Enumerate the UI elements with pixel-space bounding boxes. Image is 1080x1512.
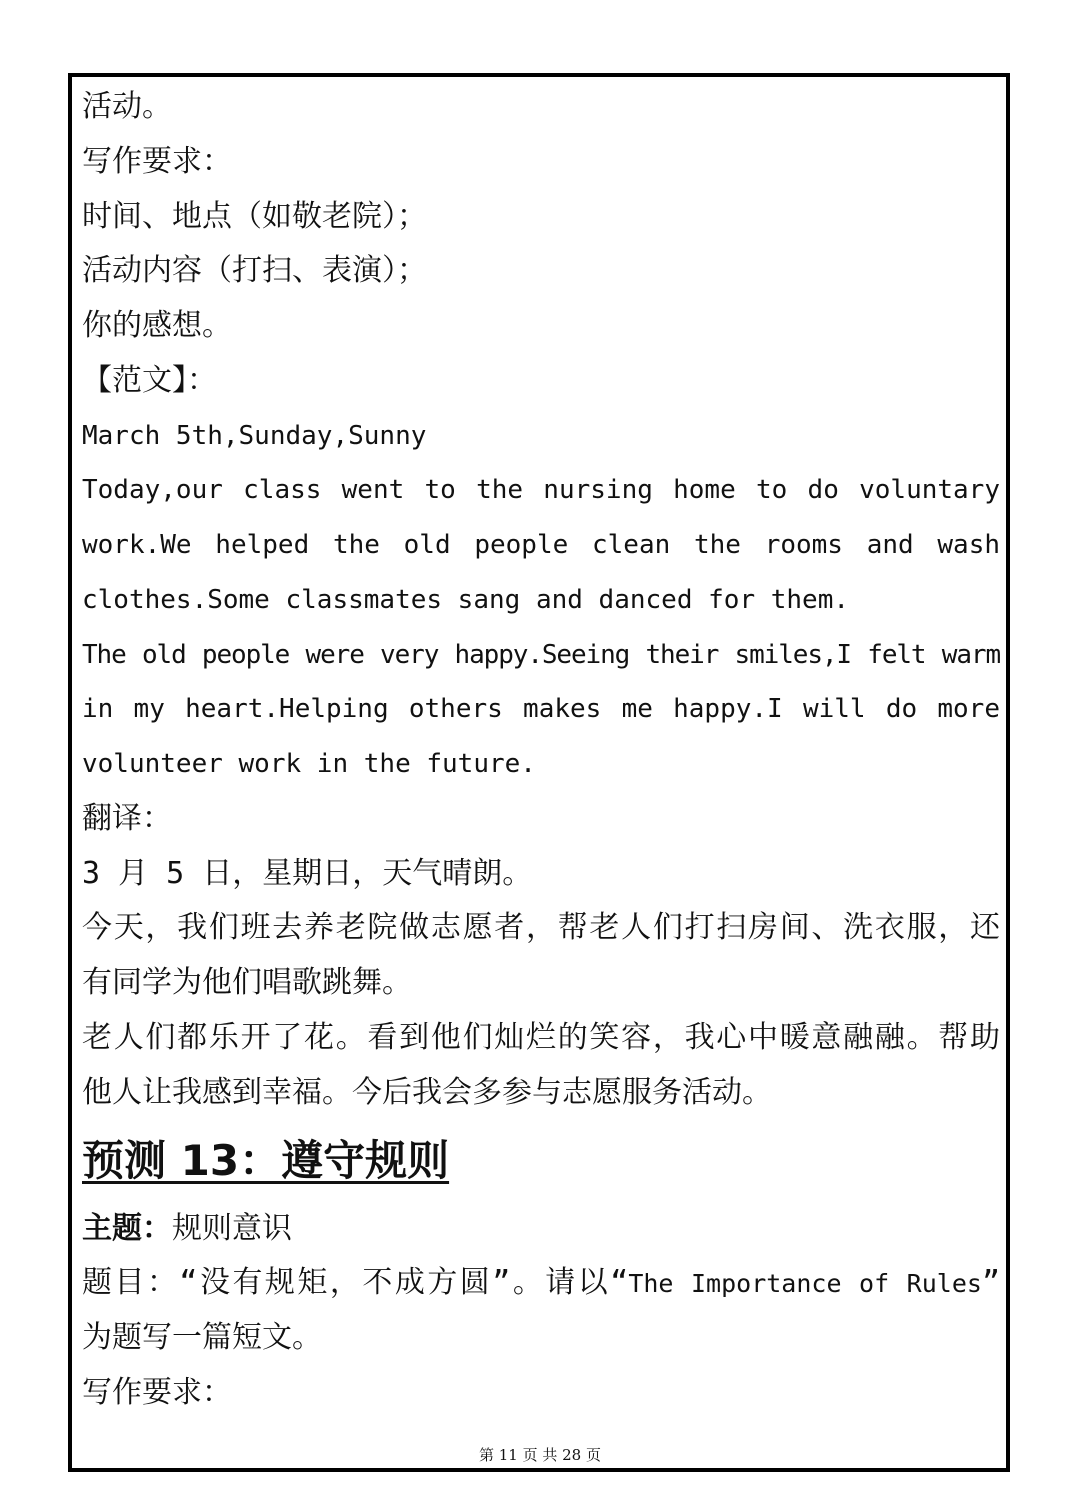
section-heading [82, 1120, 1000, 1201]
requirement-item: 你的感想。 [82, 308, 232, 343]
essay-title: The Importance of Rules [628, 1269, 982, 1299]
page-number: 第 11 页 共 28 页 [478, 1446, 601, 1464]
translation-label: 翻译： [82, 800, 172, 836]
topic-label: 主题： [82, 1210, 172, 1246]
requirement-item: 活动内容（打扫、表演）； [82, 253, 427, 289]
prompt-line [82, 1256, 1000, 1311]
model-essay-line: volunteer work in the future. [82, 749, 536, 779]
translation-line: 今天，我们班去养老院做志愿者，帮老人们打扫房间、洗衣服，还 [82, 910, 1000, 946]
topic-value: 规则意识 [172, 1210, 292, 1246]
intro-tail: 活动。 [82, 89, 172, 124]
document-body [82, 80, 1000, 1421]
prompt-text: 题目：“没有规矩，不成方圆”。请以“ [82, 1265, 629, 1301]
topic-line [82, 1202, 1000, 1257]
model-essay-line: clothes.Some classmates sang and danced for them. [82, 584, 850, 615]
model-essay-line: work.We helped the old people clean the rooms and wash [82, 530, 1000, 560]
translation-line: 有同学为他们唱歌跳舞。 [82, 965, 412, 1000]
requirements-label: 写作要求： [82, 1374, 232, 1410]
translation-line: 他人让我感到幸福。今后我会多参与志愿服务活动。 [82, 1074, 772, 1110]
section-heading-text: 预测 13：遵守规则 [82, 1136, 450, 1186]
translation-date-line: 3 月 5 日，星期日，天气晴朗。 [82, 855, 533, 891]
prompt-text-end: ” [981, 1265, 1000, 1301]
prompt-line: 为题写一篇短文。 [82, 1320, 322, 1356]
model-essay-line: The old people were very happy.Seeing their smiles,I felt warm [82, 639, 1000, 670]
model-essay-label: 【范文】： [82, 362, 217, 398]
requirements-label: 写作要求： [82, 143, 232, 179]
model-essay-line: Today,our class went to the nursing home to do voluntary [82, 475, 1000, 506]
model-essay-line: in my heart.Helping others makes me happy.I will do more [82, 694, 1000, 725]
translation-line: 老人们都乐开了花。看到他们灿烂的笑容，我心中暖意融融。帮助 [82, 1019, 1000, 1055]
requirement-item: 时间、地点（如敬老院）； [82, 198, 427, 234]
model-essay-date-line: March 5th,Sunday,Sunny [82, 420, 427, 451]
